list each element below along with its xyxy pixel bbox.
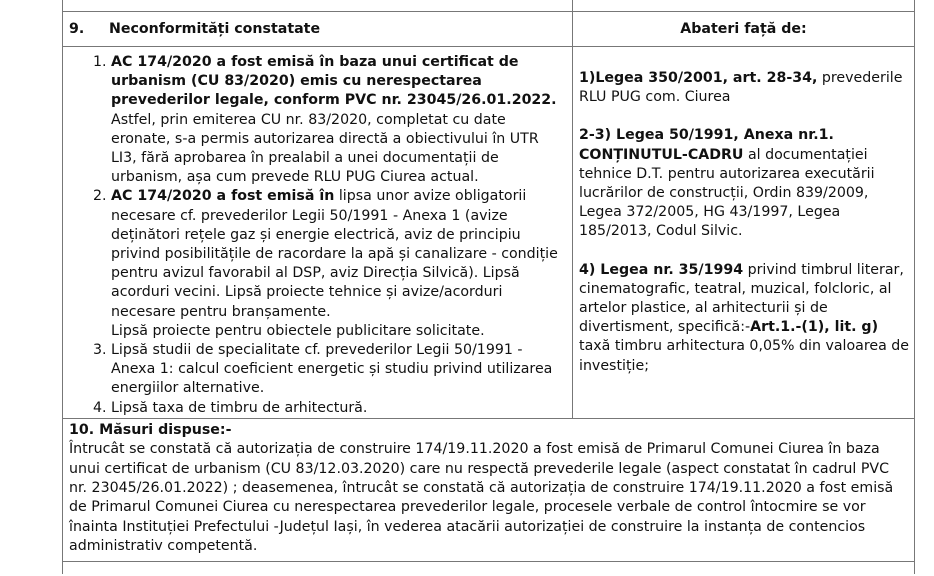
nonconformities-cell bbox=[63, 47, 573, 419]
section-9-body bbox=[63, 47, 915, 419]
list-item: 1. AC 174/2020 a fost emisă în baza unui certificat de urbanism (CU 83/2020) emis cu nerespectarea prevederilor legale, conform PVC nr. 23045/26.01.2022. Astfel, prin emiterea CU nr. 83/2020, completat cu date eronate, s-a permis autorizarea directă a obiectivului în UTR LI3, fără aprobarea în prealabil a unei documentații de urbanism, așa cum prevede RLU PUG Ciurea actual. bbox=[111, 53, 572, 187]
list-item: 4. Lipsă taxa de timbru de arhitectură. bbox=[111, 399, 572, 418]
list-item: 3. Lipsă studii de specialitate cf. prevederilor Legii 50/1991 - Anexa 1: calcul coeficient energetic și studiu privind utilizarea energiilor alternative. bbox=[111, 341, 572, 399]
deviations-header: Abateri față de: bbox=[573, 12, 915, 47]
section-10-title: 10. Măsuri dispuse:- bbox=[69, 421, 232, 438]
section-10-text: Întrucât se constată că autorizația de construire 174/19.11.2020 a fost emisă de Primarul Comunei Ciurea în baza unui certificat de urbanism (CU 83/12.03.2020) care nu respectă prevederile legale (aspect constatat în cadrul PVC nr. 23045/26.01.2022) ; deasemenea, întrucât se constată că autorizația de construire 174/19.11.2020 a fost emisă de Primarul Comunei Ciurea cu nerespectarea prevederilor legale, procesele verbale de control întocmire se vor înainta Instituției Prefectului -Județul Iași, în vederea atacării autorizației de construire la instanța de contencios administrativ competentă. bbox=[69, 441, 894, 555]
top-spacer-row bbox=[63, 0, 915, 12]
section-9-number: 9. bbox=[69, 21, 85, 37]
section-10-row bbox=[63, 418, 915, 561]
section-9-header bbox=[63, 12, 915, 47]
deviation-2: 2-3) Legea 50/1991, Anexa nr.1. CONȚINUTUL-CADRU al documentației tehnice D.T. pentru autorizarea executării lucrărilor de construcții, Ordin 839/2009, Legea 372/2005, HG 43/1997, Legea 185/2013, Codul Silvic. bbox=[579, 127, 875, 240]
list-item: 2. AC 174/2020 a fost emisă în lipsa unor avize obligatorii necesare cf. prevederilor Legii 50/1991 - Anexa 1 (avize deținători rețele gaz și energie electrică, aviz de principiu privind posibilitățile de racordare la apă și canalizare - condiție pentru avizul favorabil al DSP, aviz Direcția Silvică). Lipsă acorduri vecini. Lipsă proiecte tehnice și avize/acorduri necesare pentru branșamente. Lipsă proiecte pentru obiectele publicitare solicitate. bbox=[111, 187, 572, 341]
nonconformities-list bbox=[63, 53, 572, 418]
measures-cell bbox=[63, 418, 915, 561]
next-section-row bbox=[63, 561, 915, 574]
deviation-1: 1)Legea 350/2001, art. 28-34, prevederile RLU PUG com. Ciurea bbox=[579, 70, 903, 106]
deviation-3: 4) Legea nr. 35/1994 privind timbrul literar, cinematografic, teatral, muzical, folcloric, al artelor plastice, al arhitecturii și de divertisment, specifică:-Art.1.-(1), lit. g) taxă timbru arhitectura 0,05% din valoarea de investiție; bbox=[579, 261, 910, 374]
section-9-title-cell bbox=[63, 12, 573, 47]
section-9-title: Neconformități constatate bbox=[109, 21, 321, 37]
control-report-table bbox=[62, 0, 915, 574]
document-page bbox=[62, 0, 914, 576]
deviations-cell bbox=[573, 47, 915, 419]
